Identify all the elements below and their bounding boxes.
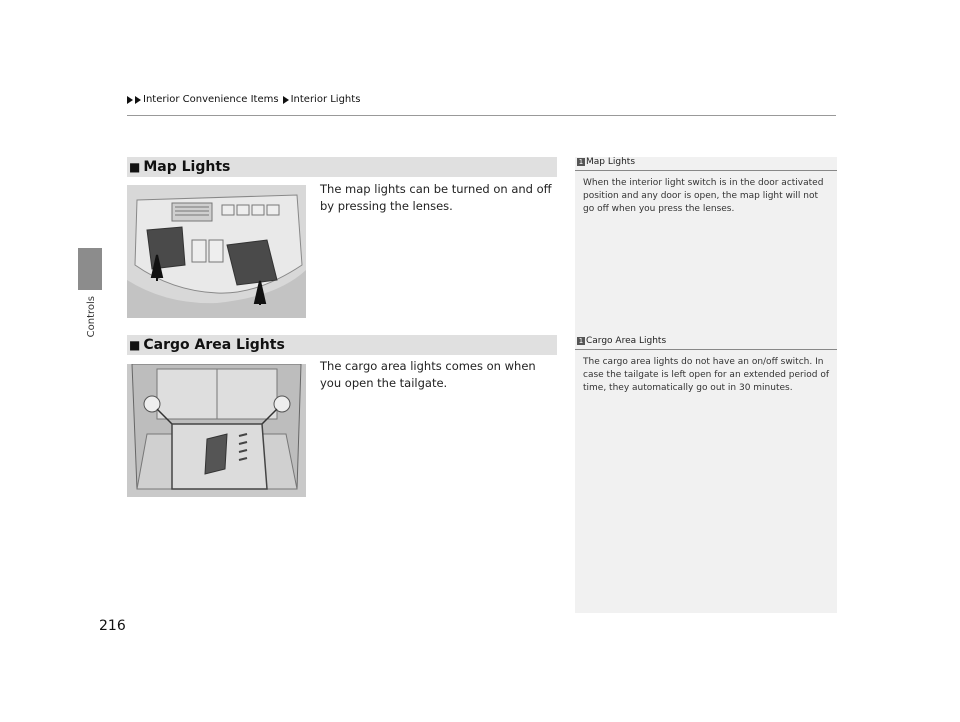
section-title: Map Lights	[143, 159, 231, 175]
map-lights-illustration	[127, 185, 306, 318]
note-marker-icon: 1	[578, 158, 584, 166]
side-tab-label: Controls	[86, 296, 97, 338]
note-map-lights	[575, 157, 837, 216]
section-body-cargo-area-lights: The cargo area lights comes on when you open the tailgate.	[320, 359, 536, 390]
bullet-square-icon: ■	[129, 160, 141, 174]
breadcrumb	[127, 94, 360, 105]
section-body-map-lights: The map lights can be turned on and off by pressing the lenses.	[320, 182, 552, 213]
note-text: The cargo area lights do not have an on/off switch. In case the tailgate is left open for an extended period of time, they automatically go out in 30 minutes.	[583, 357, 830, 393]
note-title: Cargo Area Lights	[586, 336, 667, 346]
note-marker-icon: 1	[578, 337, 584, 345]
note-cargo-area-lights	[575, 336, 837, 395]
note-rule	[575, 349, 837, 350]
cargo-area-illustration	[127, 364, 306, 497]
header-rule	[127, 115, 836, 116]
breadcrumb-arrow-icon	[283, 96, 289, 104]
breadcrumb-item[interactable]: Interior Convenience Items	[143, 94, 279, 105]
section-title: Cargo Area Lights	[143, 337, 285, 353]
section-header-map-lights	[127, 157, 557, 177]
breadcrumb-arrow-icon	[135, 96, 141, 104]
page-number: 216	[99, 618, 126, 634]
breadcrumb-item[interactable]: Interior Lights	[290, 94, 361, 105]
note-title: Map Lights	[586, 157, 636, 167]
breadcrumb-arrow-icon	[127, 96, 133, 104]
note-rule	[575, 170, 837, 171]
side-tab	[78, 248, 102, 290]
section-header-cargo-area-lights	[127, 335, 557, 355]
bullet-square-icon: ■	[129, 338, 141, 352]
note-text: When the interior light switch is in the door activated position and any door is open, the map light will not go off when you press the lenses.	[583, 178, 824, 214]
